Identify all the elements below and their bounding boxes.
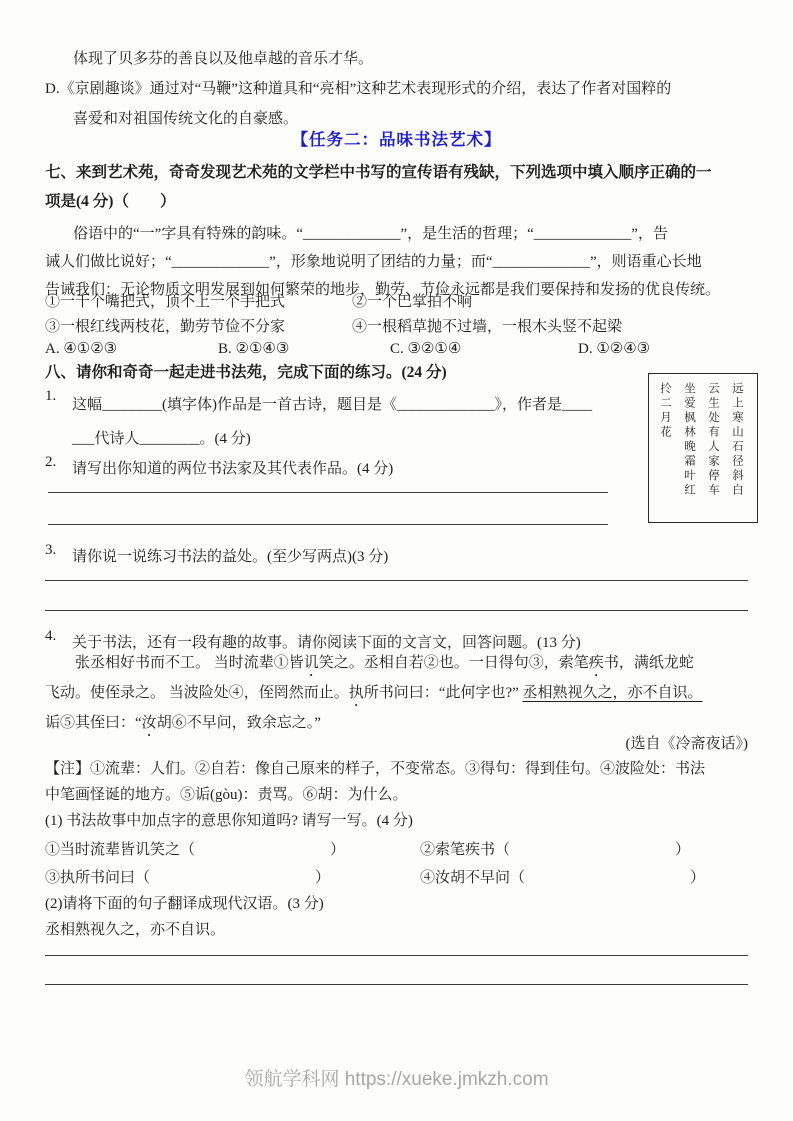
answer-line — [48, 492, 608, 493]
option-d-text-line2: 喜爱和对祖国传统文化的自豪感。 — [73, 111, 299, 127]
q8-item-3-text: 请你说一说练习书法的益处。(至少写两点)(3 分) — [72, 549, 389, 565]
passage-notes — [45, 756, 748, 808]
q7-option-4: ④一根稻草抛不过墙，一根木头竖不起梁 — [352, 319, 623, 335]
sub1-blank-item-4: ④汝胡不早问（ ） — [420, 870, 706, 886]
sub2-sentence: 丞相熟视久之，亦不自识。 — [45, 922, 226, 938]
task-banner: 【任务二：品味书法艺术】 — [291, 130, 502, 149]
option-d-label: D. — [45, 81, 60, 97]
passage-line-2 — [45, 680, 748, 710]
sub-question-1-title: (1) 书法故事中加点字的意思你知道吗? 请写一写。(4 分) — [45, 813, 413, 829]
option-c-tail-text: 体现了贝多芬的善良以及他卓越的音乐才华。 — [73, 51, 374, 67]
notes-line-1: 【注】①流辈：人们。②自若：像自己原来的样子，不变常态。③得句：得到佳句。④波险处：书法 — [45, 761, 706, 777]
calligraphy-artwork — [648, 373, 758, 523]
answer-line — [45, 580, 748, 581]
q7-paragraph-line2: 诫人们做比说好；“_____________”，形象地说明了团结的力量；而“_____________”，则语重心长地 — [45, 254, 702, 270]
passage-text: 张丞相好书而不工。 当时流辈①皆 — [75, 655, 304, 671]
underlined-sentence: 丞相熟视久之，亦不自识。 — [522, 685, 703, 701]
calligraphy-columns — [649, 374, 757, 522]
option-d-text-line1: 《京剧趣谈》通过对“马鞭”这种道具和“亮相”这种艺术表现形式的介绍，表达了作者对国粹的 — [59, 81, 672, 97]
footer-watermark-link[interactable]: 领航学科网 https://xueke.jmkzh.com — [244, 1069, 549, 1090]
calligraphy-column-4: 扵二月花 — [659, 382, 673, 440]
passage-text: 胡⑥不早问，致余忘之。” — [156, 715, 321, 731]
answer-line — [45, 610, 748, 611]
notes-line-2: 中笔画怪诞的地方。⑤诟(gòu)：责骂。⑥胡：为什么。 — [45, 787, 408, 803]
passage-text: 笑之。丞相自若②也。一日得句③，索笔 — [318, 655, 589, 671]
passage-text: 诟⑤其侄曰：“ — [45, 715, 142, 731]
sub1-blank-item-3: ③执所书问曰（ ） — [45, 870, 331, 886]
emphasized-char: 汝 — [141, 715, 157, 731]
passage-text: 所书问曰：“此何字也?” — [363, 685, 523, 701]
q7-option-3: ③一根红线两枝花，勤劳节俭不分家 — [45, 319, 286, 335]
calligraphy-column-2: 云生处有人家停车 — [707, 382, 721, 498]
q8-item-1-number: 1. — [45, 388, 57, 404]
q8-item-2-text: 请写出你知道的两位书法家及其代表作品。(4 分) — [72, 461, 394, 477]
classical-passage — [45, 650, 748, 740]
question-7-title — [45, 158, 748, 216]
q8-item-2-number: 2. — [45, 454, 57, 470]
emphasized-char: 讥 — [303, 655, 319, 671]
sub-question-2-title: (2)请将下面的句子翻译成现代汉语。(3 分) — [45, 896, 324, 912]
question-7-title-line2: 项是(4 分)（ ） — [45, 193, 176, 210]
q8-item-1 — [45, 388, 620, 456]
q7-paragraph-line1: 俗语中的“一”字具有特殊的韵味。“_____________”，是生活的哲理；“_____________”，告 — [73, 226, 668, 242]
q7-options-row1 — [45, 290, 748, 315]
footer-watermark — [0, 1064, 793, 1091]
q8-item-1-line1: 这幅________(填字体)作品是一首古诗，题目是《_____________》，作者是____ — [72, 397, 592, 413]
q7-option-2: ②一个巴掌拍不响 — [352, 294, 473, 310]
calligraphy-column-3: 坐爱枫林晚霜叶红 — [683, 382, 697, 498]
sub1-blank-item-2: ②索笔疾书（ ） — [420, 842, 691, 858]
emphasized-char: 疾 — [588, 655, 604, 671]
q7-choice-c: C. ③②①④ — [390, 341, 462, 357]
q8-item-3-number: 3. — [45, 542, 57, 558]
q7-choice-b: B. ②①④③ — [218, 341, 290, 357]
passage-text: 飞动。使侄录之。 当波险处④，侄罔然而止。 — [45, 685, 349, 701]
sub1-blank-item-1: ①当时流辈皆讥笑之（ ） — [45, 842, 346, 858]
option-d-row — [45, 74, 748, 104]
previous-question-block — [45, 44, 748, 134]
calligraphy-column-1: 远上寒山石径斜白 — [731, 382, 745, 498]
passage-line-1 — [45, 650, 748, 680]
q8-item-4-text: 关于书法，还有一段有趣的故事。请你阅读下面的文言文，回答问题。(13 分) — [72, 635, 581, 651]
answer-line — [45, 955, 748, 956]
q8-item-1-line2: ___代诗人________。(4 分) — [72, 431, 251, 447]
q7-choice-a: A. ④①②③ — [45, 341, 118, 357]
passage-source: (选自《冷斋夜话》) — [625, 736, 748, 752]
question-7-title-line1: 七、来到艺术苑，奇奇发现艺术苑的文学栏中书写的宣传语有残缺，下列选项中填入顺序正确的一 — [45, 164, 712, 181]
q8-item-2 — [45, 454, 620, 484]
emphasized-char: 执 — [348, 685, 364, 701]
answer-line — [45, 984, 748, 985]
answer-line — [48, 524, 608, 525]
q7-option-1: ①一千个嘴把式，顶不上一个手把式 — [45, 294, 286, 310]
q8-item-3 — [45, 542, 748, 572]
q7-choice-d: D. ①②④③ — [578, 341, 651, 357]
sub1-row-1 — [45, 836, 748, 864]
question-8-title: 八、请你和奇奇一起走进书法苑，完成下面的练习。(24 分) — [45, 364, 447, 381]
sub1-row-2 — [45, 864, 748, 892]
passage-text: 书，满纸龙蛇 — [603, 655, 694, 671]
q7-paragraph-line3: 告诫我们：无论物质文明发展到如何繁荣的地步，勤劳、节俭永远都是我们要保持和发扬的优良传统。 — [45, 282, 721, 298]
q8-item-4-number: 4. — [45, 628, 57, 644]
